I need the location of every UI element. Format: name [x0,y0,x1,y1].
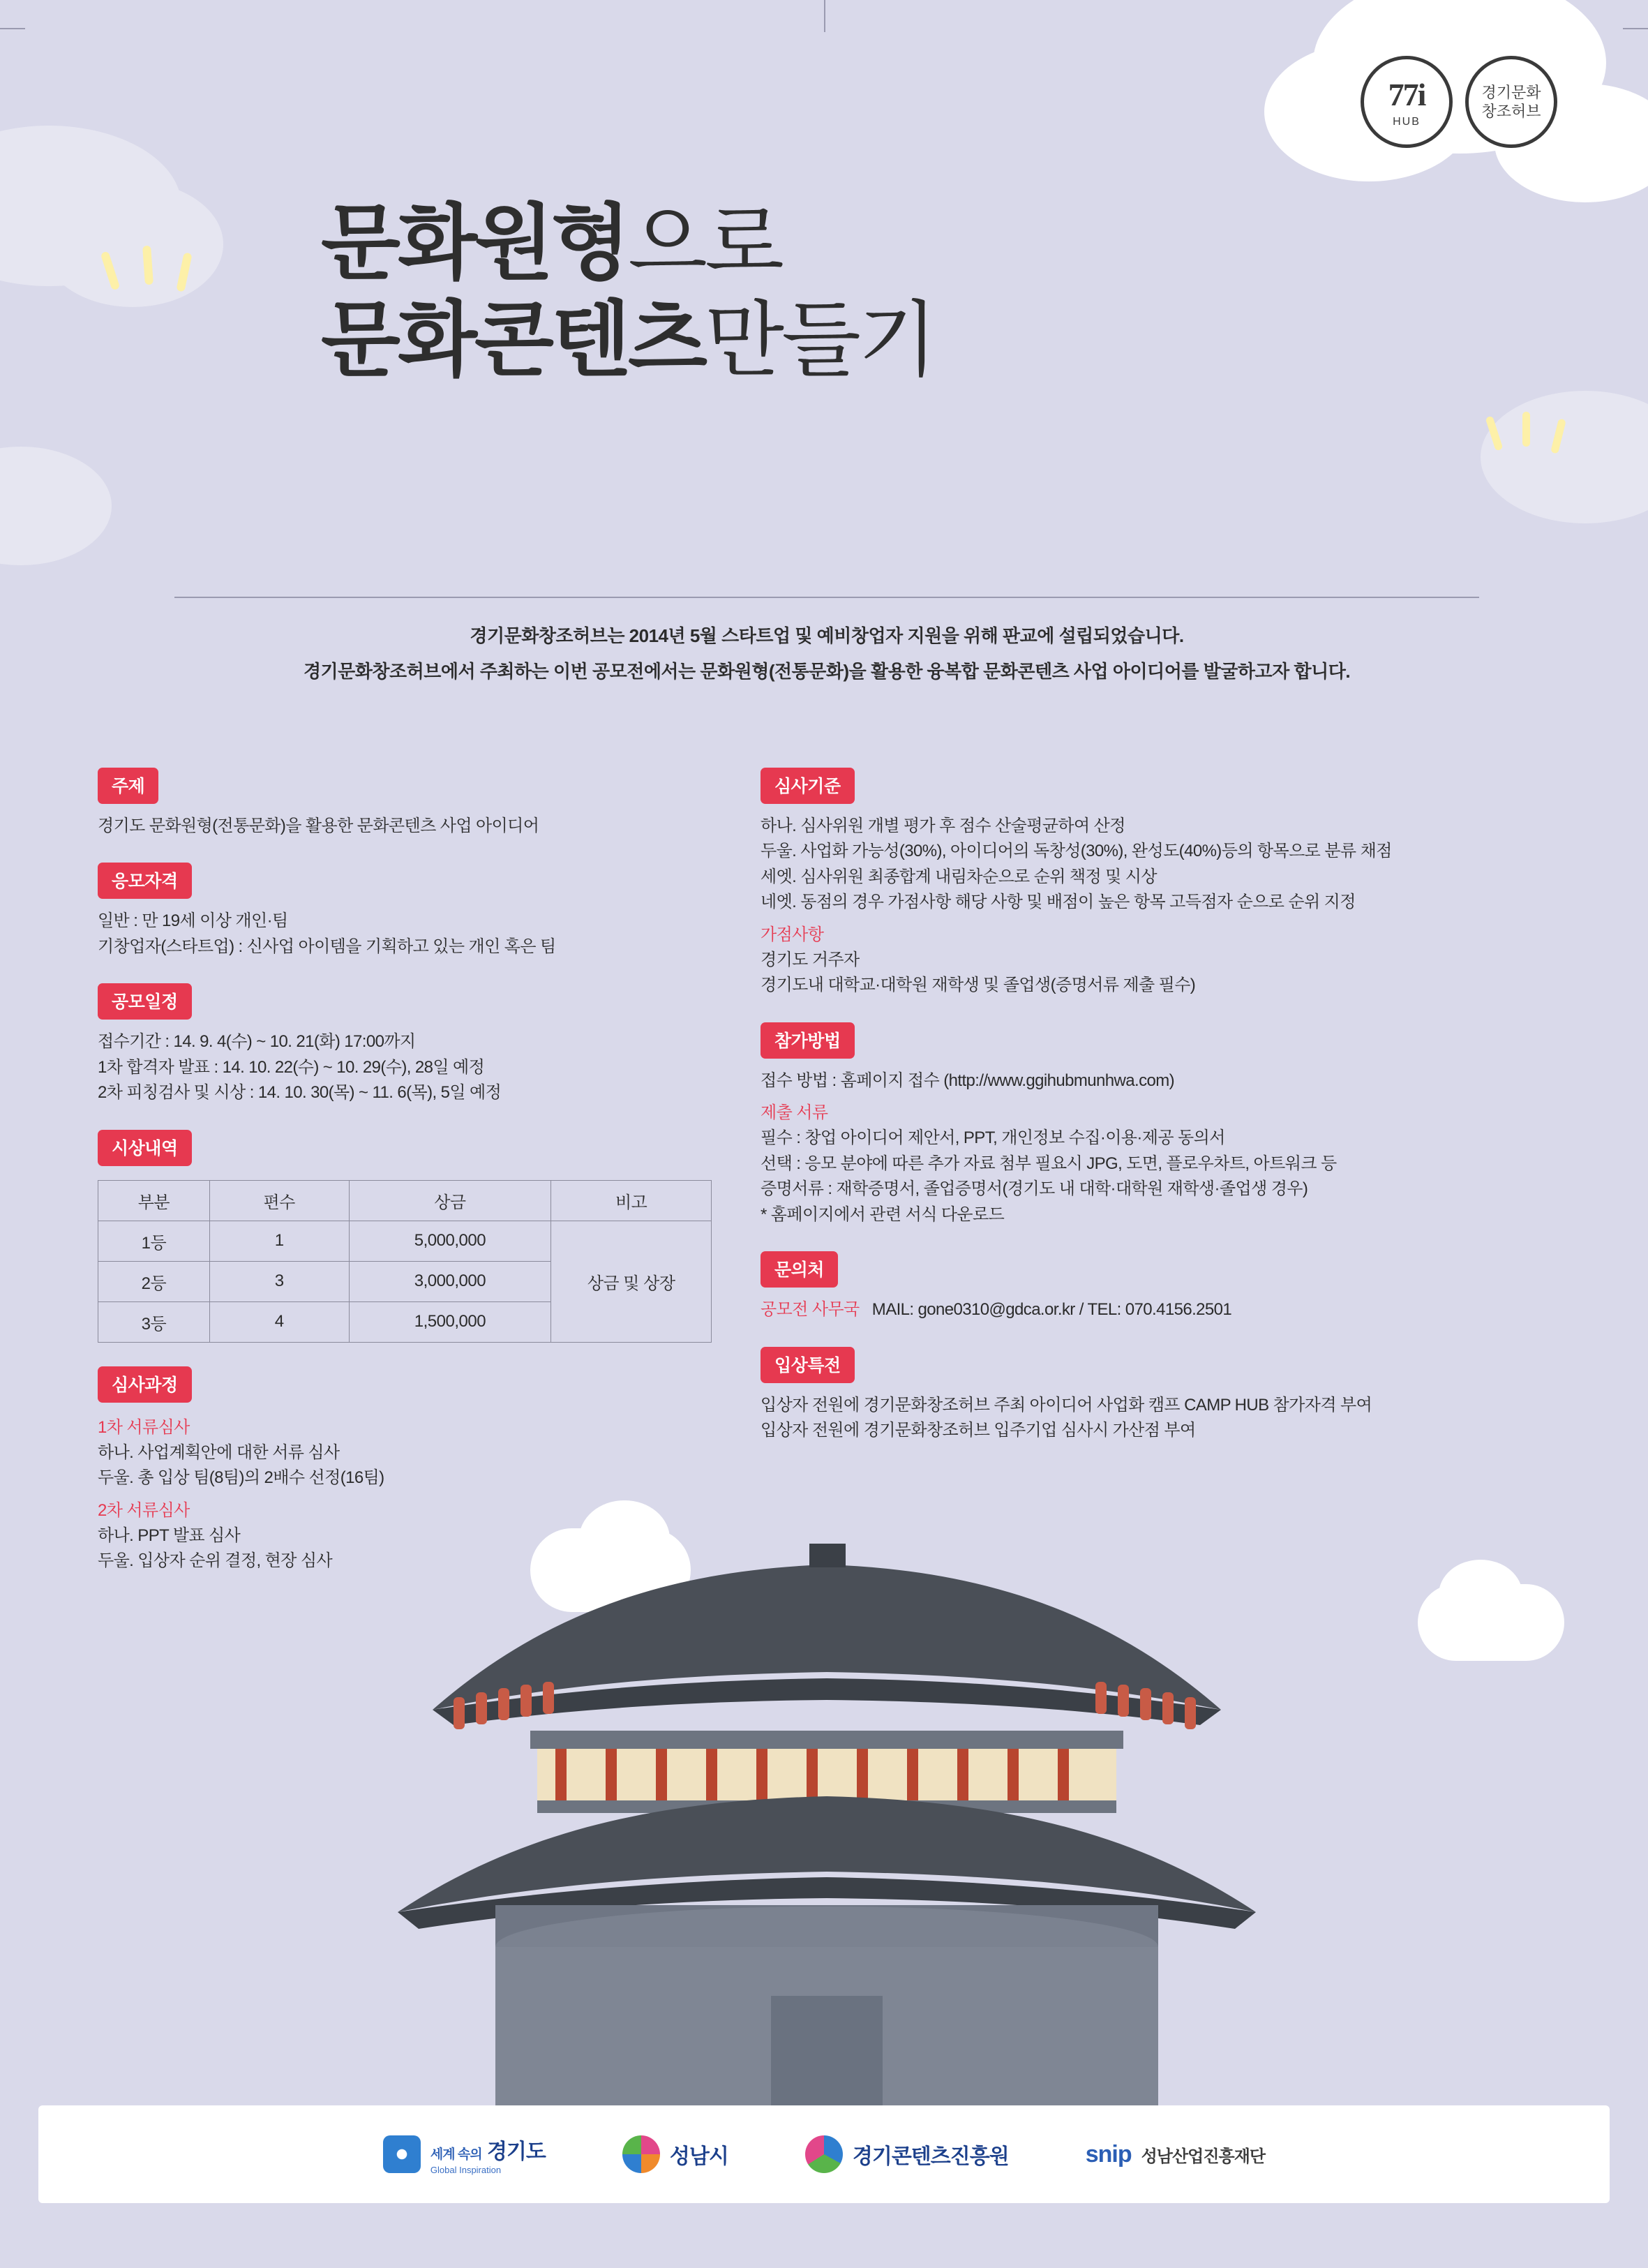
benefits-line2: 입상자 전원에 경기문화창조허브 입주기업 심사시 가산점 부여 [761,1421,1196,1440]
logo-kr-line1: 경기문화 [1481,83,1541,101]
documents-title: 제출 서류 [761,1103,828,1123]
contact-office: 공모전 사무국 [761,1300,860,1320]
section-eligibility-line2: 기창업자(스타트업) : 신사업 아이템을 기획하고 있는 개인 혹은 팀 [98,937,556,956]
table-cell: 3 [209,1261,349,1301]
gyeonggi-logo-icon [383,2135,421,2173]
process-stage-2-line1: 하나. PPT 발표 심사 [98,1525,241,1545]
section-schedule [98,983,795,1105]
criteria-line2: 두울. 사업화 가능성(30%), 아이디어의 독창성(30%), 완성도(40%)등의 항목으로 분류 채점 [761,842,1392,861]
sponsor-name: 경기도 [486,2140,546,2163]
sponsor-name: 성남산업진흥재단 [1141,2147,1266,2166]
section-criteria-tag: 심사기준 [761,768,855,804]
poster-title [321,195,935,389]
benefits-line1: 입상자 전원에 경기문화창조허브 주최 아이디어 사업화 캠프 CAMP HUB 참가자격 부여 [761,1395,1372,1415]
sponsor-gyeonggi [383,2134,546,2175]
table-cell: 4 [209,1301,349,1342]
section-prizes-tag: 시상내역 [98,1130,192,1166]
table-header-cell: 비고 [551,1180,712,1221]
sponsor-gcon [805,2135,1009,2173]
table-cell-note: 상금 및 상장 [551,1221,712,1342]
logo-hub-text: HUB [1393,115,1421,128]
howto-line1: 접수 방법 : 홈페이지 접수 (http://www.ggihubmunhwa.com) [761,1070,1174,1090]
crop-mark-right [1623,28,1648,29]
section-eligibility-tag: 응모자격 [98,863,192,899]
section-eligibility [98,863,795,960]
table-header-cell: 편수 [209,1180,349,1221]
table-header-row [98,1180,712,1221]
criteria-line3: 세엣. 심사위원 최종합계 내림차순으로 순위 책정 및 시상 [761,867,1157,886]
section-schedule-line1: 접수기간 : 14. 9. 4(수) ~ 10. 21(화) 17:00까지 [98,1032,416,1052]
intro-block [174,597,1479,693]
table-row [98,1221,712,1261]
section-topic-tag: 주제 [98,768,158,804]
left-column [98,768,795,1598]
intro-paragraph-1: 경기문화창조허브는 2014년 5월 스타트업 및 예비창업자 지원을 위해 판교에 설립되었습니다. [470,625,1184,646]
title-line-1-bold: 문화원형 [321,197,628,290]
table-cell: 2등 [98,1261,210,1301]
documents-line1: 필수 : 창업 아이디어 제안서, PPT, 개인정보 수집·이용·제공 동의서 [761,1128,1225,1148]
seongnam-logo-icon [622,2135,660,2173]
title-line-2 [321,292,935,389]
cloud-decoration [1439,1560,1522,1629]
sparkle-icon [1522,412,1530,447]
logo [1361,56,1557,148]
documents-line4: * 홈페이지에서 관련 서식 다운로드 [761,1204,1005,1224]
sponsor-label [670,2139,728,2170]
bonus-line1: 경기도 거주자 [761,950,860,969]
table-cell: 1등 [98,1221,210,1261]
documents-line3: 증명서류 : 재학증명서, 졸업증명서(경기도 내 대학·대학원 재학생·졸업생 경우) [761,1179,1308,1199]
stone-base-illustration [391,1905,1266,2268]
sponsor-name: 경기콘텐츠진흥원 [852,2145,1009,2168]
table-header-cell: 상금 [349,1180,551,1221]
section-schedule-line2: 1차 합격자 발표 : 14. 10. 22(수) ~ 10. 29(수), 28일 예정 [98,1057,485,1077]
section-benefits [761,1347,1584,1444]
table-cell: 1,500,000 [349,1301,551,1342]
bonus-title: 가점사항 [761,925,824,944]
contact-detail: MAIL: gone0310@gdca.or.kr / TEL: 070.4156.2501 [871,1300,1232,1320]
title-line-1-thin: 으로 [627,197,781,290]
table-header-cell: 부분 [98,1180,210,1221]
cloud-decoration [0,447,112,565]
sponsor-label [430,2134,546,2175]
intro-paragraph-2: 경기문화창조허브에서 주최하는 이번 공모전에서는 문화원형(전통문화)을 활용한 융복합 문화콘텐츠 사업 아이디어를 발굴하고자 합니다. [303,661,1351,682]
gcon-logo-icon [805,2135,843,2173]
section-schedule-tag: 공모일정 [98,983,192,1020]
process-stage-2-line2: 두울. 입상자 순위 결정, 현장 심사 [98,1551,333,1571]
criteria-line1: 하나. 심사위원 개별 평가 후 점수 산술평균하여 산정 [761,816,1125,835]
sponsor-name: 성남시 [669,2145,728,2168]
sponsor-prefix: 세계 속의 [430,2147,482,2162]
sponsor-tagline: Global Inspiration [430,2164,502,2175]
sponsor-footer [38,2105,1610,2203]
right-column [761,768,1584,1468]
documents-line2: 선택 : 응모 분야에 따른 추가 자료 첨부 필요시 JPG, 도면, 플로우차트, 아트워크 등 [761,1154,1337,1173]
table-cell: 3,000,000 [349,1261,551,1301]
section-topic [98,768,795,839]
prize-table [98,1180,712,1343]
logo-mark-text: 77i [1388,76,1425,112]
section-contact [761,1251,1584,1322]
cloud-decoration [42,181,223,307]
sponsor-label [853,2139,1009,2170]
process-stage-1-line1: 하나. 사업계획안에 대한 서류 심사 [98,1442,340,1462]
contact-row [761,1297,1584,1322]
section-howto [761,1022,1584,1228]
table-cell: 3등 [98,1301,210,1342]
logo-kr-line2: 창조허브 [1481,103,1541,120]
title-line-1 [321,195,935,292]
process-stage-1-title: 1차 서류심사 [98,1417,190,1437]
sponsor-label-secondary [1141,2142,1265,2167]
section-topic-line1: 경기도 문화원형(전통문화)을 활용한 문화콘텐츠 사업 아이디어 [98,816,539,835]
section-prizes [98,1130,795,1343]
bonus-line2: 경기도내 대학교·대학원 재학생 및 졸업생(증명서류 제출 필수) [761,976,1196,995]
section-schedule-line3: 2차 피칭검사 및 시상 : 14. 10. 30(목) ~ 11. 6(목), 5일 예정 [98,1083,502,1103]
sponsor-snip [1086,2141,1265,2168]
title-line-2-bold: 문화콘텐츠 [321,294,705,387]
cloud-decoration [1481,391,1648,523]
section-process-tag: 심사과정 [98,1366,192,1403]
logo-hub-mark [1361,56,1453,148]
title-line-2-thin: 만들기 [704,294,935,387]
snip-wordmark: snip [1085,2140,1132,2168]
intro-divider [174,597,1479,598]
section-contact-tag: 문의처 [761,1251,838,1288]
criteria-line4: 네엣. 동점의 경우 가점사항 해당 사항 및 배점이 높은 항목 고득점자 순으로 순위 지정 [761,893,1356,912]
section-eligibility-line1: 일반 : 만 19세 이상 개인·팀 [98,911,288,931]
table-cell: 5,000,000 [349,1221,551,1261]
process-stage-1-line2: 두울. 총 입상 팀(8팀)의 2배수 선정(16팀) [98,1468,384,1488]
sponsor-label [1086,2141,1132,2168]
section-howto-tag: 참가방법 [761,1022,855,1059]
section-benefits-tag: 입상특전 [761,1347,855,1383]
table-cell: 1 [209,1221,349,1261]
crop-mark-left [0,28,25,29]
sponsor-seongnam [622,2135,728,2173]
section-criteria [761,768,1584,999]
process-stage-2-title: 2차 서류심사 [98,1500,190,1520]
crop-mark-top [824,0,825,32]
logo-kr-mark [1465,56,1557,148]
